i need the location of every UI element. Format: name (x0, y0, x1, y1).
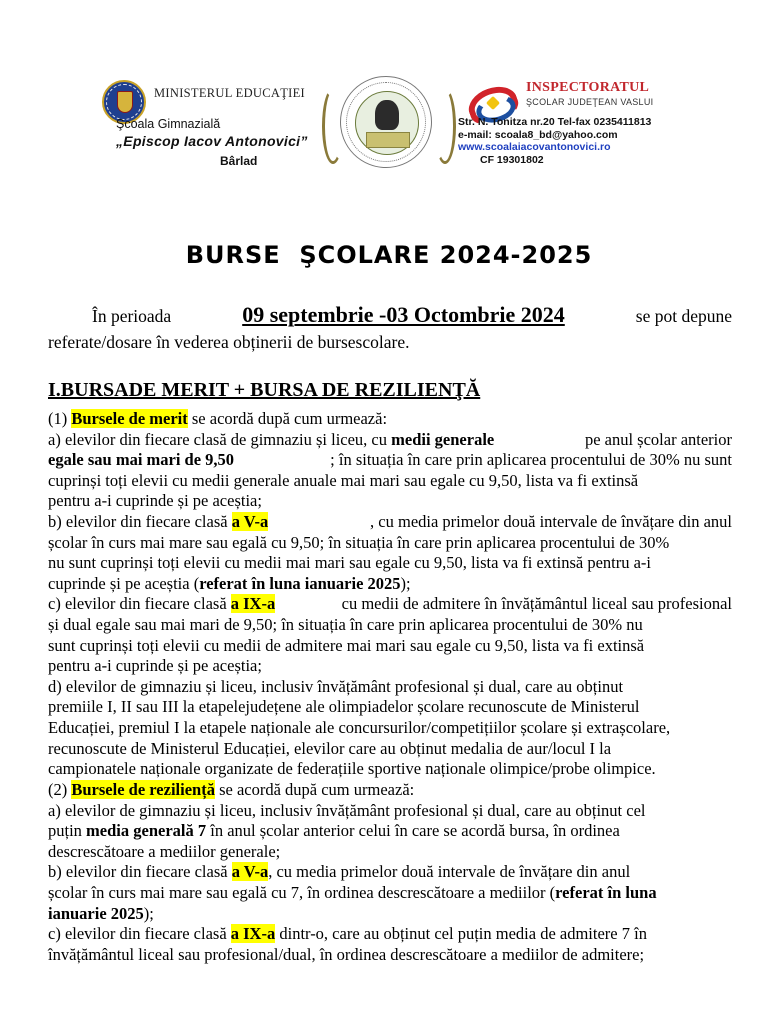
merit-c-line2: și dual egale sau mai mari de 9,50; în situația în care prin aplicarea procentului de 30% nu (48, 614, 643, 634)
rez-c-line1-end: dintr-o, care au obținut cel puțin media de admitere 7 în (275, 924, 647, 944)
rez-a-line1: a) elevilor de gimnaziu și liceu, inclusiv învățământ profesional și dual, care au obținut cel (48, 800, 646, 820)
merit-d-line3: Educației, premiul I la etapele naționale ale concursurilor/competițiilor școlare și extrașcolare, (48, 717, 671, 737)
intro-text-3: referate/dosare în vederea obținerii de bursescolare. (48, 332, 410, 352)
rezilienta-block (48, 780, 732, 965)
merit-d-line2: premiile I, II sau III la etapelejudețene ale olimpiadelor școlare recunoscute de Ministerul (48, 697, 640, 717)
rez-c-highlight: a IX-a (230, 924, 276, 944)
school-name: „Episcop Iacov Antonovici” (116, 133, 308, 149)
rez-a-line3: descrescătoare a mediilor generale; (48, 841, 281, 861)
rez-b-line1-end: , cu media primelor două intervale de învățare din anul (268, 862, 631, 882)
merit-intro-suffix: se acordă după cum urmează: (187, 409, 388, 428)
merit-intro-prefix: (1) (48, 409, 72, 428)
merit-b-line1: b) elevilor din fiecare clasă (48, 511, 232, 531)
merit-c-line3: sunt cuprinși toți elevii cu medii de admitere mai mari sau egale cu 9,50, lista va fi extinsă (48, 635, 645, 655)
website-link[interactable]: www.scoalaiacovantonovici.ro (458, 141, 611, 153)
school-seal-icon (340, 76, 432, 168)
merit-a-line4: pentru a-i cuprinde și pe aceștia; (48, 491, 262, 511)
rez-a-line2: puțin (48, 821, 87, 841)
page-title: BURSE ŞCOLARE 2024-2025 (185, 241, 593, 269)
intro-paragraph (48, 302, 732, 355)
rez-intro-suffix: se acordă după cum urmează: (214, 780, 415, 799)
merit-a-line2: ; în situația în care prin aplicarea procentului de 30% nu sunt (330, 450, 732, 470)
merit-d-line5: campionatele naționale organizate de federațiile sportive naționale olimpice/probe olimpice. (48, 759, 656, 779)
address: Str. N. Tonitza nr.20 Tel-fax 0235411813 (458, 116, 652, 128)
rez-b-line3-end: ); (143, 903, 154, 923)
rez-highlight: Bursele de reziliență (71, 780, 215, 799)
rez-intro-prefix: (2) (48, 780, 72, 799)
merit-c-line4: pentru a-i cuprinde și pe aceștia; (48, 656, 262, 676)
merit-b-highlight: a V-a (231, 511, 269, 531)
merit-highlight: Bursele de merit (71, 409, 188, 428)
merit-c-line1-end: cu medii de admitere în învățământul liceal sau profesional (341, 594, 732, 614)
laurel-right-icon (434, 88, 456, 164)
merit-a-line1: a) elevilor din fiecare clasă de gimnaziu și liceu, cu (48, 429, 392, 449)
merit-c-highlight: a IX-a (230, 594, 276, 614)
fiscal-code: CF 19301802 (480, 153, 544, 166)
merit-a-line3: cuprinși toți elevii cu medii generale anuale mai mari sau egale cu 9,50, lista va fi extinsă (48, 470, 639, 490)
intro-date-range: 09 septembrie -03 Octombrie 2024 (242, 302, 565, 327)
rez-a-line2-end: în anul școlar anterior celui în care se acordă bursa, în ordinea (206, 821, 620, 841)
merit-d-line4: recunoscute de Ministerul Educației, elevilor care au obținut medalia de aur/locul I la (48, 738, 612, 758)
merit-b-line2: școlar în curs mai mare sau egală cu 9,50; în situația în care prin aplicarea procentului de 30% (48, 532, 670, 552)
merit-a-line1-end: pe anul școlar anterior (584, 429, 732, 449)
rez-b-referat: referat în luna (555, 882, 657, 902)
merit-a-threshold: egale sau mai mari de 9,50 (48, 450, 235, 470)
merit-c-line1: c) elevilor din fiecare clasă (48, 594, 231, 614)
contact-block (458, 116, 651, 166)
merit-b-line3: nu sunt cuprinși toți elevii cu medii mai mari sau egale cu 9,50, lista va fi extinsă pentru a-i (48, 553, 652, 573)
merit-d-line1: d) elevilor de gimnaziu și liceu, inclusiv învățământ profesional și dual, care au obținut (48, 676, 624, 696)
merit-b-line1-end: , cu media primelor două intervale de învățare din anul (370, 511, 732, 531)
rez-a-bold: media generală 7 (86, 821, 207, 841)
merit-block (48, 409, 732, 780)
merit-b-line4: cuprinde și pe aceștia ( (48, 573, 200, 593)
letterhead (96, 74, 696, 192)
inspectorate-subtitle: ŞCOLAR JUDEŢEAN VASLUI (526, 97, 654, 107)
school-type: Şcoala Gimnazială (116, 117, 221, 131)
rez-c-line2: învățământul liceal sau profesional/dual, în ordinea descrescătoare a mediilor de admitere; (48, 944, 645, 964)
section-title-merit-rezilienta: I.BURSADE MERIT + BURSA DE REZILIENŢĂ (48, 379, 481, 401)
rez-b-highlight: a V-a (231, 862, 269, 882)
email: e-mail: scoala8_bd@yahoo.com (458, 128, 618, 141)
rez-b-referat-date: ianuarie 2025 (48, 903, 144, 923)
school-city: Bârlad (220, 154, 258, 168)
ministry-name: MINISTERUL EDUCAŢIEI (154, 86, 306, 100)
inspectorate-name: INSPECTORATUL (526, 80, 650, 95)
rez-b-line2: școlar în curs mai mare sau egală cu 7, în ordinea descrescătoare a mediilor ( (48, 882, 556, 902)
rez-c-line1: c) elevilor din fiecare clasă (48, 924, 231, 944)
intro-text-2: se pot depune (635, 306, 732, 326)
intro-text-1: În perioada (92, 306, 172, 326)
rez-b-line1: b) elevilor din fiecare clasă (48, 862, 232, 882)
merit-b-referat: referat în luna ianuarie 2025 (199, 573, 401, 593)
merit-a-bold: medii generale (391, 429, 495, 449)
merit-b-line4-end: ); (400, 573, 411, 593)
